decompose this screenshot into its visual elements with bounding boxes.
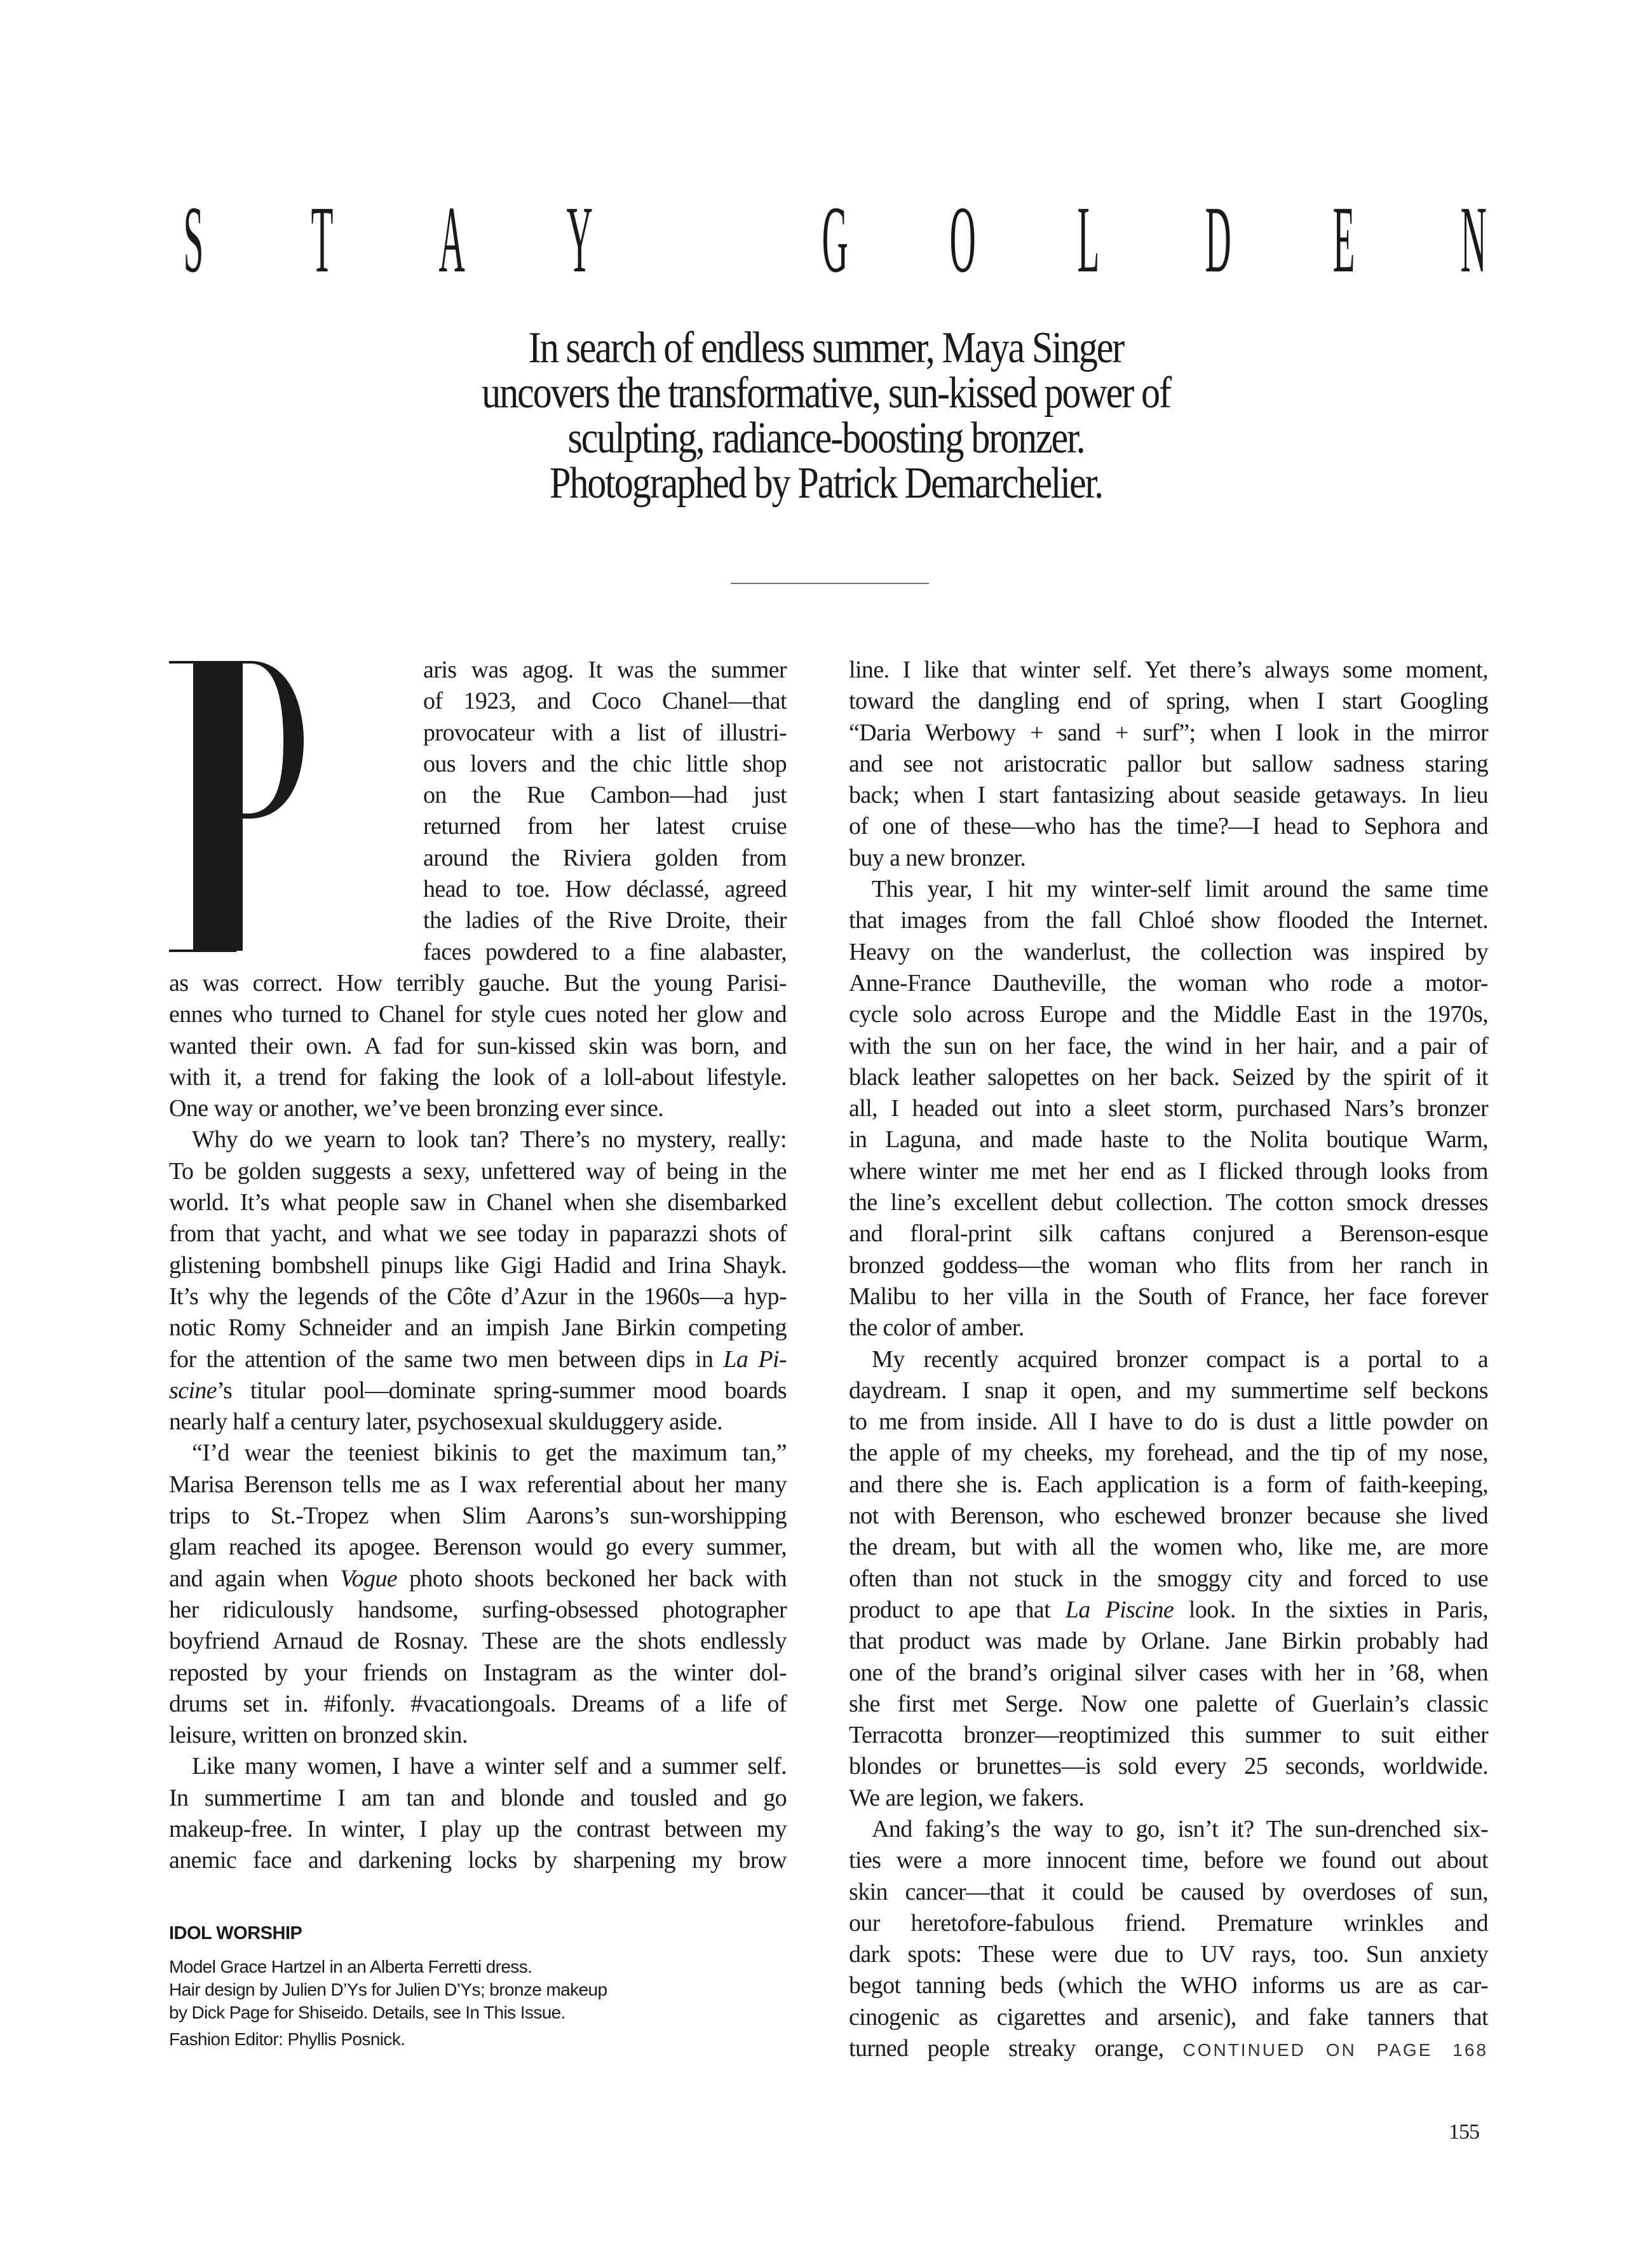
caption-line: Model Grace Hartzel in an Alberta Ferretti dress. bbox=[169, 1957, 532, 1977]
body-line: and there she is. Each application is a form of faith-keeping, bbox=[849, 1471, 1488, 1498]
body-line: glistening bombshell pinups like Gigi Hadid and Irina Shayk. bbox=[169, 1251, 787, 1279]
body-line: One way or another, we’ve been bronzing ever since. bbox=[169, 1095, 664, 1122]
body-line: back; when I start fantasizing about seaside getaways. In lieu bbox=[849, 782, 1488, 809]
body-line: of one of these—who has the time?—I head to Sephora and bbox=[849, 813, 1488, 840]
caption-line: by Dick Page for Shiseido. Details, see In This Issue. bbox=[169, 2003, 565, 2022]
body-line: buy a new bronzer. bbox=[849, 844, 1026, 871]
body-line: nearly half a century later, psychosexual skulduggery aside. bbox=[169, 1408, 722, 1436]
body-line: wanted their own. A fad for sun-kissed skin was born, and bbox=[169, 1032, 787, 1059]
body-line: We are legion, we fakers. bbox=[849, 1784, 1085, 1811]
body-line: trips to St.-Tropez when Slim Aarons’s sun-worshipping bbox=[169, 1502, 787, 1530]
body-line: boyfriend Arnaud de Rosnay. These are the shots endlessly bbox=[169, 1628, 787, 1655]
title-letter: Y bbox=[566, 187, 593, 292]
body-line: Heavy on the wanderlust, the collection was inspired by bbox=[849, 938, 1488, 965]
body-text: ’s titular pool—dominate spring-summer mood boards bbox=[217, 1377, 787, 1404]
body-line: and floral-print silk caftans conjured a Berenson-esque bbox=[849, 1220, 1488, 1248]
film-title-italic: La Pi- bbox=[723, 1345, 787, 1373]
page-number: 155 bbox=[1449, 2120, 1479, 2144]
body-line: the dream, but with all the women who, like me, are more bbox=[849, 1534, 1488, 1561]
body-line: line. I like that winter self. Yet there’s always some moment, bbox=[849, 657, 1488, 683]
title-letter: D bbox=[1205, 187, 1231, 292]
caption-heading: IDOL WORSHIP bbox=[169, 1923, 302, 1943]
deck-line: uncovers the transformative, sun-kissed power of bbox=[482, 369, 1170, 418]
body-line-mixed bbox=[169, 1344, 787, 1375]
body-text: product to ape that bbox=[849, 1596, 1066, 1623]
body-line: that images from the fall Chloé show flooded the Internet. bbox=[849, 907, 1488, 934]
body-line: of 1923, and Coco Chanel—that bbox=[423, 688, 787, 715]
body-line: Why do we yearn to look tan? There’s no mystery, really: bbox=[192, 1126, 787, 1154]
body-line-mixed bbox=[169, 1375, 787, 1406]
deck-line: sculpting, radiance-boosting bronzer. bbox=[567, 414, 1085, 463]
section-divider bbox=[731, 583, 929, 584]
film-title-italic: scine bbox=[169, 1377, 217, 1404]
body-line: that product was made by Orlane. Jane Birkin probably had bbox=[849, 1628, 1488, 1655]
body-line: returned from her latest cruise bbox=[423, 813, 787, 840]
body-line: glam reached its apogee. Berenson would go every summer, bbox=[169, 1534, 787, 1561]
body-line: dark spots: These were due to UV rays, too. Sun anxiety bbox=[849, 1941, 1488, 1968]
body-line: from that yacht, and what we see today in paparazzi shots of bbox=[169, 1220, 787, 1248]
body-line-mixed bbox=[169, 1563, 787, 1595]
body-line: all, I headed out into a sleet storm, purchased Nars’s bronzer bbox=[849, 1095, 1488, 1122]
body-line: to me from inside. All I have to do is dust a little powder on bbox=[849, 1408, 1488, 1436]
body-text: and again when bbox=[169, 1565, 341, 1592]
deck-line: In search of endless summer, Maya Singer bbox=[528, 323, 1124, 372]
body-line: where winter me met her end as I flicked through looks from bbox=[849, 1157, 1488, 1185]
body-line: “I’d wear the teeniest bikinis to get the maximum tan,” bbox=[192, 1439, 787, 1467]
fashion-editor-credit: Fashion Editor: Phyllis Posnick. bbox=[169, 2029, 405, 2049]
body-line: And faking’s the way to go, isn’t it? The sun-drenched six- bbox=[872, 1815, 1488, 1842]
body-text: for the attention of the same two men between dips in bbox=[169, 1345, 724, 1373]
body-line: the ladies of the Rive Droite, their bbox=[423, 907, 787, 934]
body-line: Like many women, I have a winter self and a summer self. bbox=[192, 1753, 787, 1780]
body-line: her ridiculously handsome, surfing-obsessed photographer bbox=[169, 1596, 787, 1623]
body-line: In summertime I am tan and blonde and tousled and go bbox=[169, 1784, 787, 1811]
magazine-title-italic: Vogue bbox=[340, 1565, 398, 1592]
body-text: look. In the sixties in Paris, bbox=[1174, 1596, 1488, 1623]
body-line: To be golden suggests a sexy, unfettered way of being in the bbox=[169, 1157, 787, 1185]
body-line: Terracotta bronzer—reoptimized this summer to suit either bbox=[849, 1722, 1488, 1749]
body-line: one of the brand’s original silver cases with her in ’68, when bbox=[849, 1659, 1488, 1686]
body-line: in Laguna, and made haste to the Nolita boutique Warm, bbox=[849, 1126, 1488, 1154]
film-title-italic: La Piscine bbox=[1065, 1596, 1174, 1623]
body-column-left bbox=[169, 655, 787, 1877]
body-line: makeup-free. In winter, I play up the contrast between my bbox=[169, 1815, 787, 1842]
body-line: notic Romy Schneider and an impish Jane Birkin competing bbox=[169, 1314, 787, 1342]
deck-line: Photographed by Patrick Demarchelier. bbox=[550, 459, 1102, 508]
body-line: aris was agog. It was the summer bbox=[423, 657, 787, 683]
title-letter: S bbox=[183, 187, 204, 292]
title-letter: O bbox=[949, 187, 976, 292]
body-line: ennes who turned to Chanel for style cues noted her glow and bbox=[169, 1001, 787, 1028]
body-line: on the Rue Cambon—had just bbox=[423, 782, 787, 809]
body-line: and see not aristocratic pallor but sallow sadness staring bbox=[849, 750, 1488, 777]
body-line: toward the dangling end of spring, when I start Googling bbox=[849, 688, 1488, 715]
body-line: with it, a trend for faking the look of a loll-about lifestyle. bbox=[169, 1063, 787, 1091]
body-line: It’s why the legends of the Côte d’Azur in the 1960s—a hyp- bbox=[169, 1283, 787, 1310]
title-letter: A bbox=[438, 187, 465, 292]
body-line: skin cancer—that it could be caused by overdoses of sun, bbox=[849, 1878, 1488, 1905]
body-line: head to toe. How déclassé, agreed bbox=[423, 876, 787, 903]
article-title bbox=[172, 187, 1487, 292]
body-line: ous lovers and the chic little shop bbox=[423, 750, 787, 777]
body-line: leisure, written on bronzed skin. bbox=[169, 1722, 468, 1749]
body-line: provocateur with a list of illustri- bbox=[423, 719, 787, 746]
body-text: photo shoots beckoned her back with bbox=[397, 1565, 787, 1592]
photo-caption bbox=[169, 1923, 741, 2051]
body-line: she first met Serge. Now one palette of Guerlain’s classic bbox=[849, 1690, 1488, 1717]
title-letter: G bbox=[822, 187, 848, 292]
body-line: as was correct. How terribly gauche. But the young Parisi- bbox=[169, 969, 787, 997]
body-line: often than not stuck in the smoggy city and forced to use bbox=[849, 1565, 1488, 1592]
title-letter: T bbox=[311, 187, 334, 292]
body-line: world. It’s what people saw in Chanel when she disembarked bbox=[169, 1189, 787, 1216]
body-line: the apple of my cheeks, my forehead, and the tip of my nose, bbox=[849, 1439, 1488, 1467]
body-line: Marisa Berenson tells me as I wax referential about her many bbox=[169, 1471, 787, 1498]
title-letter: E bbox=[1332, 187, 1355, 292]
body-line: not with Berenson, who eschewed bronzer because she lived bbox=[849, 1502, 1488, 1530]
body-line: daydream. I snap it open, and my summertime self beckons bbox=[849, 1377, 1488, 1404]
article-deck bbox=[413, 325, 1239, 506]
body-line: black leather salopettes on her back. Seized by the spirit of it bbox=[849, 1063, 1488, 1091]
body-line: the color of amber. bbox=[849, 1314, 1024, 1342]
body-line: anemic face and darkening locks by sharpening my brow bbox=[169, 1847, 787, 1874]
continued-on-page-link[interactable]: CONTINUED ON PAGE 168 bbox=[1182, 2040, 1488, 2060]
body-line-mixed bbox=[849, 1595, 1488, 1626]
body-line: bronzed goddess—the woman who flits from her ranch in bbox=[849, 1251, 1488, 1279]
title-letter: L bbox=[1077, 187, 1100, 292]
body-line: begot tanning beds (which the WHO informs us are as car- bbox=[849, 1972, 1488, 1999]
body-line: reposted by your friends on Instagram as the winter dol- bbox=[169, 1659, 787, 1686]
body-line: blondes or brunettes—is sold every 25 seconds, worldwide. bbox=[849, 1753, 1488, 1780]
caption-line: Hair design by Julien D’Ys for Julien D’Ys; bronze makeup bbox=[169, 1980, 607, 1999]
body-line: around the Riviera golden from bbox=[423, 844, 787, 871]
body-line: ties were a more innocent time, before we found out about bbox=[849, 1847, 1488, 1874]
body-column-right bbox=[849, 655, 1488, 2064]
body-line: cycle solo across Europe and the Middle East in the 1970s, bbox=[849, 1001, 1488, 1028]
title-letter: N bbox=[1460, 187, 1487, 292]
body-line-mixed bbox=[849, 2033, 1488, 2064]
body-line: with the sun on her face, the wind in her hair, and a pair of bbox=[849, 1032, 1488, 1059]
body-line: “Daria Werbowy + sand + surf”; when I look in the mirror bbox=[849, 719, 1488, 746]
body-line: the line’s excellent debut collection. The cotton smock dresses bbox=[849, 1189, 1488, 1216]
body-line: our heretofore-fabulous friend. Premature wrinkles and bbox=[849, 1909, 1488, 1936]
body-line: This year, I hit my winter-self limit around the same time bbox=[872, 876, 1488, 903]
body-line: My recently acquired bronzer compact is a portal to a bbox=[872, 1345, 1488, 1373]
body-line: cinogenic as cigarettes and arsenic), and fake tanners that bbox=[849, 2003, 1488, 2031]
body-line: drums set in. #ifonly. #vacationgoals. Dreams of a life of bbox=[169, 1690, 787, 1717]
body-line: faces powdered to a fine alabaster, bbox=[423, 938, 787, 965]
body-line: Anne-France Dautheville, the woman who rode a motor- bbox=[849, 969, 1488, 997]
body-text: turned people streaky orange, bbox=[849, 2035, 1183, 2062]
body-line: Malibu to her villa in the South of France, her face forever bbox=[849, 1283, 1488, 1310]
